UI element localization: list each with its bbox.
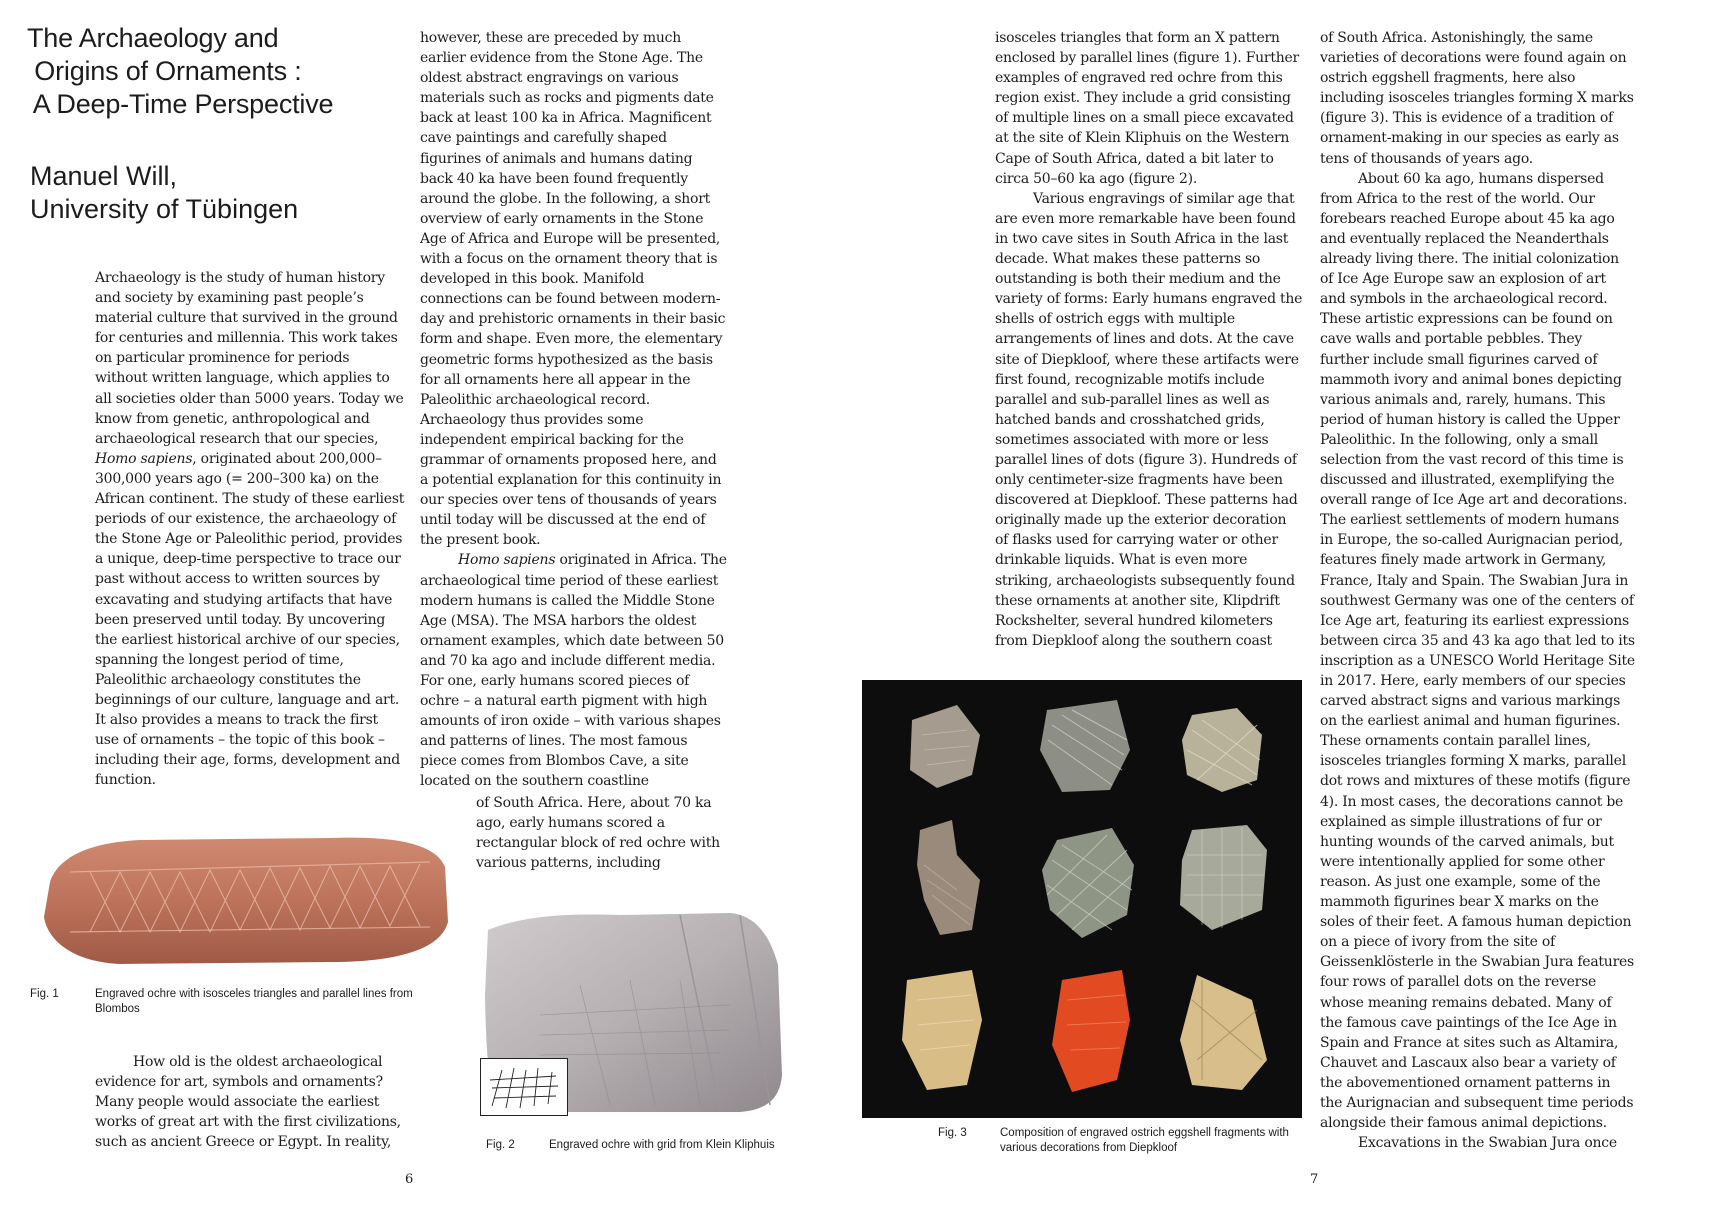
eggshell-fragment-5	[1042, 828, 1134, 938]
col2-paragraph-2: originated in Africa. The archaeological time period of these earliest modern humans is called the Middle Stone Age (MSA). The MSA harbors the oldest ornament examples, which date between 50 and 70 ka ago and include different media. For one, early humans scored pieces of ochre – a natural earth pigment with high amounts of iron oxide – with various shapes and patterns of lines. The most famous piece comes from Blombos Cave, a site located on the southern coastline	[420, 552, 727, 790]
col4-paragraph-2: About 60 ka ago, humans dispersed from Africa to the rest of the world. Our forebears reached Europe about 45 ka ago and eventually replaced the Neanderthals already living there. The initial colonization of Ice Age Europe saw an explosion of art and symbols in the archaeological record. These artistic expressions can be found on cave walls and portable pebbles. They further include small figurines carved of mammoth ivory and animal bones depicting various animals and, rarely, humans. This period of human history is called the Upper Paleolithic. In the following, only a small selection from the vast record of this time is discussed and illustrated, exemplifying the overall range of Ice Age art and decorations. The earliest settlements of modern humans in Europe, the so-called Aurignacian period, features finely made artwork in Germany, France, Italy and Spain. The Swabian Jura in southwest Germany was one of the centers of Ice Age art, featuring its earliest expressions between circa 35 and 43 ka ago that led to its inscription as a UNESCO World Heritage Site in 2017. Here, early members of our species carved abstract signs and various markings on the earliest animal and human figurines. These ornaments contain parallel lines, isosceles triangles forming X marks, parallel dot rows and mixtures of these motifs (figure 4). In most cases, the decorations cannot be explained as simple illustrations of fur or hunting wounds of the carved animals, but were intentionally applied for some other reason. As just one example, some of the mammoth figurines bear X marks on the soles of their feet. A famous human depiction on a piece of ivory from the site of Geissenklösterle in the Swabian Jura features four rows of parallel dots on the reverse whose meaning remains debated. Many of the famous cave paintings of the Ice Age in Spain and France at sites such as Altamira, Chauvet and Lascaux also bear a variety of the abovementioned ornament patterns in the Aurignacian and subsequent time periods alongside their famous animal depictions.	[1320, 170, 1635, 1132]
figure-3-eggshell-composition	[862, 680, 1302, 1118]
left-column-2-tail	[476, 793, 728, 873]
article-title	[27, 22, 427, 121]
right-column-4	[1320, 28, 1635, 1153]
fig2-number: Fig. 2	[486, 1139, 515, 1151]
col3-paragraph-1: isosceles triangles that form an X pattern enclosed by parallel lines (figure 1). Further examples of engraved red ochre from this region exist. They include a grid consisting of multiple lines on a small piece excavated at the site of Klein Kliphuis on the Western Cape of South Africa, dated a bit later to circa 50–60 ka ago (figure 2).	[995, 30, 1299, 187]
title-line-1: The Archaeology and	[27, 23, 279, 53]
intro-species-name: Homo sapiens	[95, 450, 193, 467]
question-paragraph: How old is the oldest archaeological evidence for art, symbols and ornaments? Many people would associate the earliest works of great art with the first civilizations, such as ancient Greece or Egypt. In reality,	[95, 1054, 401, 1151]
fig2-caption: Engraved ochre with grid from Klein Kliphuis	[549, 1139, 775, 1151]
author-name: Manuel Will,	[30, 161, 178, 191]
eggshell-fragment-8	[1052, 970, 1130, 1092]
left-column-2	[420, 28, 728, 792]
col2-species-name: Homo sapiens	[458, 552, 556, 569]
col4-paragraph-1: of South Africa. Astonishingly, the same varieties of decorations were found again on ostrich eggshell fragments, here also including isosceles triangles forming X marks (figure 3). This is evidence of a tradition of ornament-making in our species as early as tens of thousands of years ago.	[1320, 30, 1634, 167]
fig1-number: Fig. 1	[30, 988, 59, 1000]
eggshell-fragment-6	[1180, 825, 1267, 930]
author-affiliation: University of Tübingen	[30, 194, 299, 224]
fig3-number: Fig. 3	[938, 1127, 967, 1139]
left-column-1-intro	[95, 268, 405, 790]
eggshell-fragment-1	[910, 705, 980, 788]
col3-paragraph-2: Various engravings of similar age that are even more remarkable have been found in two cave sites in South Africa in the last decade. What makes these patterns so outstanding is both their medium and the variety of forms: Early humans engraved the shells of ostrich eggs with multiple arrangements of lines and dots. At the cave site of Diepkloof, where these artifacts were first found, recognizable motifs include parallel and sub-parallel lines as well as hatched bands and crosshatched grids, sometimes associated with more or less parallel lines of dots (figure 3). Hundreds of only centimeter-size fragments have been discovered at Diepkloof. These patterns had originally made up the exterior decoration of flasks used for carrying water or other drinkable liquids. What is even more striking, archaeologists subsequently found these ornaments at another site, Klipdrift Rockshelter, several hundred kilometers from Diepkloof along the southern coast	[995, 190, 1303, 649]
right-column-3	[995, 28, 1303, 651]
fig3-caption: Composition of engraved ostrich eggshell fragments with various decorations from Diepkloof	[1000, 1127, 1289, 1154]
left-column-1-bottom	[95, 1052, 405, 1152]
figure-1-engraved-ochre	[30, 822, 450, 972]
intro-text-b: , originated about 200,000–300,000 years ago (= 200–300 ka) on the African continent. The study of these earliest periods of our existence, the archaeology of the Stone Age or Paleolithic period, provides a unique, deep-time perspective to trace our past without access to written sources by excavating and studying artifacts that have been preserved until today. By uncovering the earliest historical archive of our species, spanning the longest period of time, Paleolithic archaeology constitutes the beginnings of our culture, language and art. It also provides a means to track the first use of ornaments – the topic of this book – including their age, forms, development and function.	[95, 450, 405, 789]
col2-paragraph-1: however, these are preceded by much earlier evidence from the Stone Age. The oldest abstract engravings on various materials such as rocks and pigments date back at least 100 ka in Africa. Magnificent cave paintings and carefully shaped figurines of animals and humans dating back 40 ka have been found frequently around the globe. In the following, a short overview of early ornaments in the Stone Age of Africa and Europe will be presented, with a focus on the ornament theory that is developed in this book. Manifold connections can be found between modern-day and prehistoric ornaments in their basic form and shape. Even more, the elementary geometric forms hypothesized as the basis for all ornaments here all appear in the Paleolithic archaeological record. Archaeology thus provides some independent empirical backing for the grammar of ornaments proposed here, and a potential explanation for this continuity in our species over tens of thousands of years until today will be discussed at the end of the present book.	[420, 30, 726, 549]
title-line-2: Origins of Ornaments :	[27, 56, 302, 86]
col2-paragraph-2-tail: of South Africa. Here, about 70 ka ago, early humans scored a rectangular block of red ochre with various patterns, including	[476, 795, 720, 872]
figure-2-line-drawing-inset	[480, 1058, 568, 1116]
eggshell-fragment-3	[1182, 708, 1262, 792]
title-line-3: A Deep-Time Perspective	[27, 89, 334, 119]
col4-paragraph-3: Excavations in the Swabian Jura once	[1358, 1135, 1617, 1152]
author-block	[30, 160, 430, 226]
eggshell-fragment-7	[902, 970, 982, 1090]
page-number-right: 7	[1310, 1172, 1319, 1187]
fig1-caption: Engraved ochre with isosceles triangles and parallel lines from Blombos	[95, 988, 413, 1015]
eggshell-fragment-4	[917, 820, 980, 935]
eggshell-fragment-9	[1180, 975, 1267, 1090]
page-number-left: 6	[405, 1172, 414, 1187]
intro-text-a: Archaeology is the study of human history and society by examining past people’s material culture that survived in the ground for centuries and millennia. This work takes on particular prominence for periods without written language, which applies to all societies older than 5000 years. Today we know from genetic, anthropological and archaeological research that our species,	[95, 270, 404, 447]
